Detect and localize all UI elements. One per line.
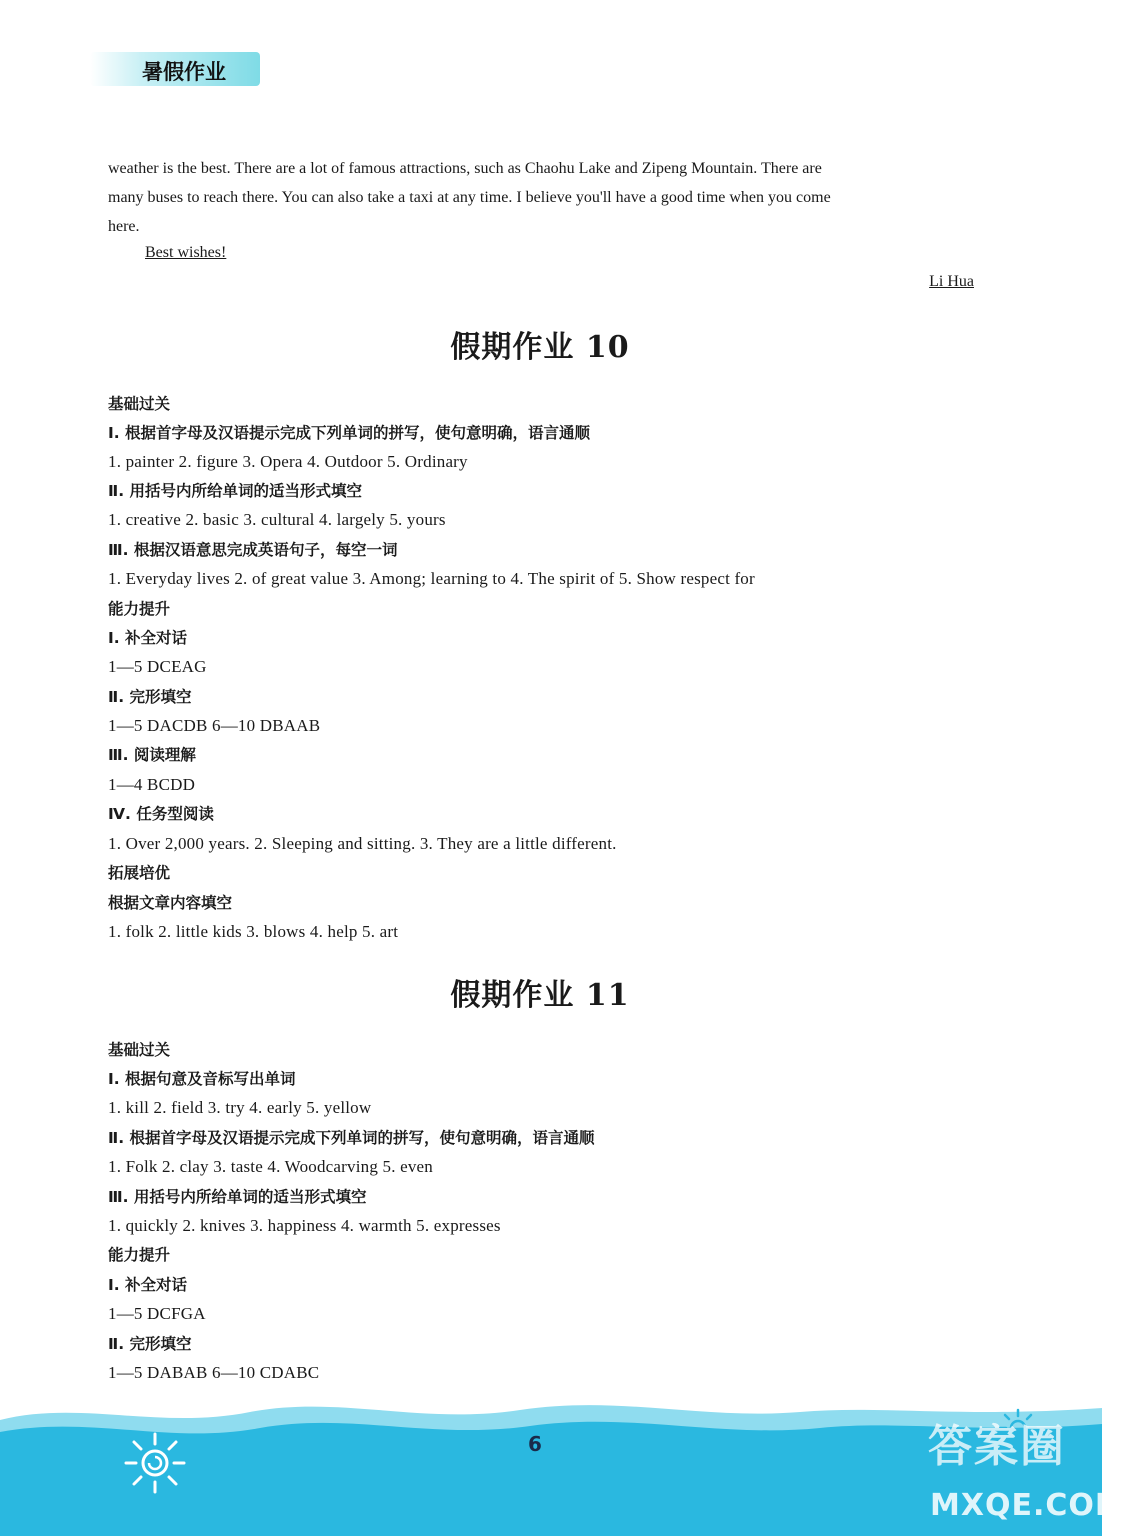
s10-answer-dialog: 1—5 DCEAG (108, 657, 207, 676)
s11-task-cloze: Ⅱ. 完形填空 (108, 1335, 192, 1353)
s11-task-1: Ⅰ. 根据句意及音标写出单词 (108, 1070, 296, 1088)
s10-heading-extension: 拓展培优 (108, 864, 171, 882)
s10-heading-basic: 基础过关 (108, 395, 171, 413)
letter-closing: Best wishes! (145, 244, 227, 261)
s10-answer-cloze: 1—5 DACDB 6—10 DBAAB (108, 716, 321, 735)
s10-answer-2: 1. creative 2. basic 3. cultural 4. largely 5. yours (108, 510, 446, 529)
s10-answer-3: 1. Everyday lives 2. of great value 3. Among; learning to 4. The spirit of 5. Show respect for (108, 569, 755, 588)
s11-answer-2: 1. Folk 2. clay 3. taste 4. Woodcarving 5. even (108, 1157, 433, 1176)
s10-task-cloze: Ⅱ. 完形填空 (108, 688, 192, 706)
s10-task-fill: 根据文章内容填空 (108, 894, 233, 912)
s10-task-2: Ⅱ. 用括号内所给单词的适当形式填空 (108, 482, 362, 500)
watermark-url: MXQE.COM (930, 1488, 1126, 1523)
s11-answer-dialog: 1—5 DCFGA (108, 1304, 206, 1323)
s11-heading-ability: 能力提升 (108, 1246, 171, 1264)
s10-answer-taskreading: 1. Over 2,000 years. 2. Sleeping and sitting. 3. They are a little different. (108, 834, 617, 853)
s11-task-3: Ⅲ. 用括号内所给单词的适当形式填空 (108, 1188, 367, 1206)
section-title-10: 假期作业 10 (450, 330, 630, 365)
section-title-11: 假期作业 11 (450, 978, 630, 1013)
letter-line-1: weather is the best. There are a lot of famous attractions, such as Chaohu Lake and Zipeng Mountain. There are (108, 160, 822, 177)
watermark-logo: 答案圈 (928, 1421, 1066, 1472)
letter-line-2: many buses to reach there. You can also take a taxi at any time. I believe you'll have a good time when you come (108, 189, 831, 206)
s10-task-dialog: Ⅰ. 补全对话 (108, 629, 188, 647)
sun-icon (122, 1430, 188, 1496)
page-number: 6 (528, 1432, 542, 1456)
s10-task-taskreading: Ⅳ. 任务型阅读 (108, 805, 214, 823)
s11-heading-basic: 基础过关 (108, 1041, 171, 1059)
letter-signature: Li Hua (929, 273, 974, 290)
s10-answer-reading: 1—4 BCDD (108, 775, 196, 794)
letter-line-3: here. (108, 218, 140, 235)
s10-task-1: Ⅰ. 根据首字母及汉语提示完成下列单词的拼写，使句意明确，语言通顺 (108, 424, 591, 442)
s10-heading-ability: 能力提升 (108, 600, 171, 618)
s10-task-3: Ⅲ. 根据汉语意思完成英语句子，每空一词 (108, 541, 398, 559)
s10-answer-1: 1. painter 2. figure 3. Opera 4. Outdoor 5. Ordinary (108, 452, 468, 471)
s11-task-2: Ⅱ. 根据首字母及汉语提示完成下列单词的拼写，使句意明确，语言通顺 (108, 1129, 595, 1147)
s11-answer-cloze: 1—5 DABAB 6—10 CDABC (108, 1363, 320, 1382)
s11-answer-1: 1. kill 2. field 3. try 4. early 5. yellow (108, 1098, 372, 1117)
s11-task-dialog: Ⅰ. 补全对话 (108, 1276, 188, 1294)
s11-answer-3: 1. quickly 2. knives 3. happiness 4. warmth 5. expresses (108, 1216, 501, 1235)
s10-task-reading: Ⅲ. 阅读理解 (108, 746, 196, 764)
header-title: 暑假作业 (142, 60, 226, 84)
s10-answer-fill: 1. folk 2. little kids 3. blows 4. help 5. art (108, 922, 399, 941)
